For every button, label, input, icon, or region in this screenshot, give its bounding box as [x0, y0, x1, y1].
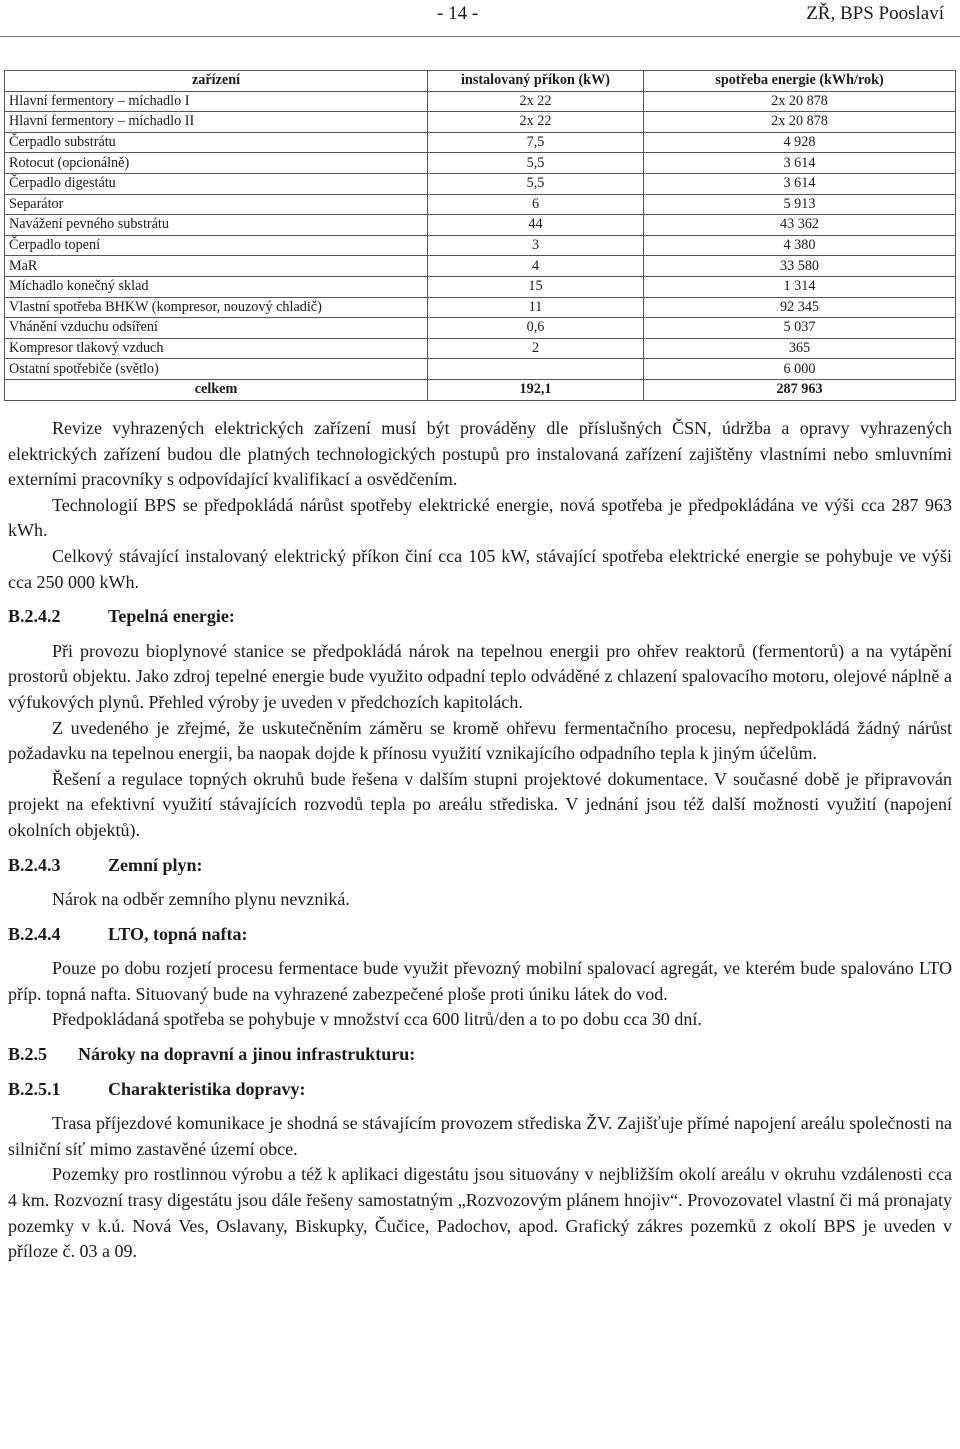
cell-installed-power: 6: [428, 194, 644, 215]
cell-energy-consumption: 3 614: [644, 153, 956, 174]
paragraph: Technologií BPS se předpokládá nárůst spotřeby elektrické energie, nová spotřeba je předpokládána ve výši cca 287 963 kWh.: [8, 494, 952, 541]
cell-device: Hlavní fermentory – míchadlo I: [5, 91, 428, 112]
cell-installed-power: 5,5: [428, 153, 644, 174]
table-row: [5, 276, 956, 297]
cell-installed-power: 15: [428, 276, 644, 297]
section-number: B.2.5.1: [8, 1078, 61, 1099]
cell-energy-consumption: 2x 20 878: [644, 91, 956, 112]
paragraph: Trasa příjezdové komunikace je shodná se stávajícím provozem střediska ŽV. Zajišťuje přímé napojení areálu společnosti na silniční síť mimo zastavěné území obce.: [8, 1113, 952, 1159]
table-header-row: [5, 71, 956, 92]
cell-energy-consumption: 3 614: [644, 173, 956, 194]
table-row: [5, 235, 956, 256]
cell-device: Ostatní spotřebiče (světlo): [5, 359, 428, 380]
paragraph: Při provozu bioplynové stanice se předpokládá nárok na tepelnou energii pro ohřev reaktorů (fermentorů) a na vytápění prostorů objektu. Jako zdroj tepelné energie bude využito odpadní teplo odváděné z chlazení spalovacího motoru, olejové náplně a výfukových plynů. Přehled výroby je uveden v předchozích kapitolách.: [8, 640, 952, 712]
cell-device: Kompresor tlakový vzduch: [5, 338, 428, 359]
cell-installed-power: 0,6: [428, 318, 644, 339]
table-row: [5, 256, 956, 277]
paragraph: Pozemky pro rostlinnou výrobu a též k aplikaci digestátu jsou situovány v nejbližším okolí areálu v okruhu vzdálenosti cca 4 km. Rozvozní trasy digestátu jsou dále řešeny samostatným „Rozvozovým plánem hnojiv“. Provozovatel vlastní či má pronajaty pozemky v k.ú. Nová Ves, Oslavany, Biskupky, Čučice, Padochov, apod. Grafický zákres pozemků z okolí BPS je uveden v příloze č. 03 a 09.: [8, 1164, 952, 1262]
document-title: ZŘ, BPS Pooslaví: [806, 3, 944, 24]
cell-device: Čerpadlo topení: [5, 235, 428, 256]
cell-installed-power: 44: [428, 215, 644, 236]
section-title: LTO, topná nafta:: [108, 923, 248, 944]
cell-installed-power: 5,5: [428, 173, 644, 194]
cell-installed-power: 4: [428, 256, 644, 277]
cell-energy-consumption: 4 928: [644, 132, 956, 153]
cell-installed-power: 3: [428, 235, 644, 256]
cell-device: Separátor: [5, 194, 428, 215]
section-heading: [8, 853, 952, 879]
cell-installed-power: 2x 22: [428, 112, 644, 133]
table-row: [5, 91, 956, 112]
cell-installed-power: [428, 359, 644, 380]
cell-device: MaR: [5, 256, 428, 277]
column-header: zařízení: [5, 71, 428, 92]
paragraph: Celkový stávající instalovaný elektrický příkon činí cca 105 kW, stávající spotřeba elektrické energie se pohybuje ve výši cca 250 000 kWh.: [8, 545, 952, 592]
table-row: [5, 153, 956, 174]
document-body: [8, 416, 952, 1265]
table-row: [5, 132, 956, 153]
cell-energy-consumption: 4 380: [644, 235, 956, 256]
paragraph: Řešení a regulace topných okruhů bude řešena v dalším stupni projektové dokumentace. V současné době je připravován projekt na efektivní využití stávajících rozvodů tepla po areálu střediska. V jednání jsou též další možnosti využití (napojení okolních objektů).: [8, 768, 952, 840]
table-total-row: [5, 379, 956, 400]
section-heading: [8, 1042, 952, 1068]
column-header: spotřeba energie (kWh/rok): [644, 71, 956, 92]
cell-energy-consumption: 2x 20 878: [644, 112, 956, 133]
total-cell: 287 963: [644, 379, 956, 400]
table-row: [5, 359, 956, 380]
cell-device: Míchadlo konečný sklad: [5, 276, 428, 297]
cell-energy-consumption: 92 345: [644, 297, 956, 318]
section-number: B.2.4.2: [8, 606, 61, 627]
cell-energy-consumption: 43 362: [644, 215, 956, 236]
cell-installed-power: 2: [428, 338, 644, 359]
column-header: instalovaný příkon (kW): [428, 71, 644, 92]
cell-energy-consumption: 1 314: [644, 276, 956, 297]
cell-installed-power: 7,5: [428, 132, 644, 153]
table-row: [5, 297, 956, 318]
cell-energy-consumption: 33 580: [644, 256, 956, 277]
energy-consumption-table: [4, 70, 956, 401]
table-row: [5, 173, 956, 194]
paragraph: Předpokládaná spotřeba se pohybuje v množství cca 600 litrů/den a to po dobu cca 30 dní.: [52, 1009, 702, 1030]
section-heading: [8, 922, 952, 948]
section-heading: [8, 1077, 952, 1103]
total-cell: celkem: [5, 379, 428, 400]
cell-energy-consumption: 5 913: [644, 194, 956, 215]
page-header: [0, 0, 960, 40]
table-row: [5, 194, 956, 215]
cell-installed-power: 2x 22: [428, 91, 644, 112]
table-row: [5, 338, 956, 359]
section-title: Nároky na dopravní a jinou infrastrukturu:: [78, 1044, 416, 1065]
section-heading: [8, 604, 952, 630]
cell-energy-consumption: 6 000: [644, 359, 956, 380]
table-row: [5, 318, 956, 339]
cell-device: Rotocut (opcionálně): [5, 153, 428, 174]
page-number: - 14 -: [437, 3, 479, 24]
paragraph: Z uvedeného je zřejmé, že uskutečněním záměru se kromě ohřevu fermentačního procesu, nepředpokládá žádný nárůst požadavku na tepelnou energii, ba naopak dojde k přínosu využití vznikajícího odpadního tepla k jiným účelům.: [8, 717, 952, 764]
table-row: [5, 215, 956, 236]
cell-device: Čerpadlo digestátu: [5, 173, 428, 194]
section-title: Charakteristika dopravy:: [108, 1078, 306, 1099]
section-number: B.2.4.3: [8, 854, 61, 875]
section-number: B.2.5: [8, 1044, 48, 1065]
cell-device: Hlavní fermentory – míchadlo II: [5, 112, 428, 133]
section-title: Zemní plyn:: [108, 854, 203, 875]
cell-energy-consumption: 5 037: [644, 318, 956, 339]
paragraph: Pouze po dobu rozjetí procesu fermentace bude využit převozný mobilní spalovací agregát, ve kterém bude spalováno LTO příp. topná nafta. Situovaný bude na vyhrazené zabezpečené ploše proti úniku látek do vod.: [8, 958, 952, 1004]
paragraph: Nárok na odběr zemního plynu nevzniká.: [52, 889, 350, 910]
total-cell: 192,1: [428, 379, 644, 400]
cell-device: Vhánění vzduchu odsíření: [5, 318, 428, 339]
cell-device: Navážení pevného substrátu: [5, 215, 428, 236]
paragraph: Revize vyhrazených elektrických zařízení musí být prováděny dle příslušných ČSN, údržba a opravy vyhrazených elektrických zařízení budou dle platných technologických postupů pro instalovaná zařízení zajištěny vlastními nebo smluvními externími pracovníky s odpovídající kvalifikací a osvědčením.: [8, 418, 952, 490]
section-number: B.2.4.4: [8, 923, 61, 944]
table-row: [5, 112, 956, 133]
cell-installed-power: 11: [428, 297, 644, 318]
cell-device: Vlastní spotřeba BHKW (kompresor, nouzový chladič): [5, 297, 428, 318]
section-title: Tepelná energie:: [108, 606, 235, 627]
cell-energy-consumption: 365: [644, 338, 956, 359]
header-divider: [0, 36, 960, 37]
cell-device: Čerpadlo substrátu: [5, 132, 428, 153]
